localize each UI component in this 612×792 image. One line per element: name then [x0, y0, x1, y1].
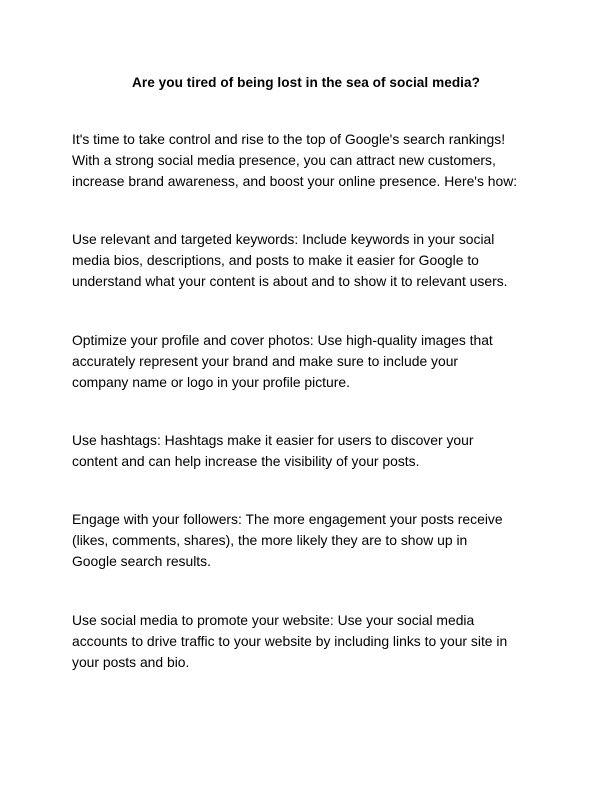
- intro-paragraph: [72, 129, 552, 192]
- paragraph-line: Use relevant and targeted keywords: Include keywords in your social: [72, 231, 495, 247]
- photos-paragraph: [72, 330, 552, 393]
- paragraph-line: (likes, comments, shares), the more likely they are to show up in: [72, 532, 468, 548]
- promote-website-paragraph: [72, 610, 552, 673]
- paragraph-line: accurately represent your brand and make sure to include your: [72, 353, 459, 369]
- keywords-paragraph: [72, 229, 552, 292]
- paragraph-line: your posts and bio.: [72, 654, 190, 670]
- paragraph-line: company name or logo in your profile picture.: [72, 374, 350, 390]
- paragraph-line: With a strong social media presence, you can attract new customers,: [72, 152, 496, 168]
- paragraph-line: content and can help increase the visibility of your posts.: [72, 453, 420, 469]
- paragraph-line: Use hashtags: Hashtags make it easier for users to discover your: [72, 432, 474, 448]
- paragraph-line: increase brand awareness, and boost your online presence. Here's how:: [72, 173, 518, 189]
- paragraph-line: Engage with your followers: The more engagement your posts receive: [72, 511, 503, 527]
- paragraph-line: It's time to take control and rise to the top of Google's search rankings!: [72, 131, 506, 147]
- hashtags-paragraph: [72, 430, 552, 472]
- paragraph-line: Google search results.: [72, 553, 211, 569]
- paragraph-line: Use social media to promote your website: Use your social media: [72, 612, 475, 628]
- engage-paragraph: [72, 509, 552, 572]
- paragraph-line: Optimize your profile and cover photos: Use high-quality images that: [72, 332, 493, 348]
- paragraph-line: accounts to drive traffic to your website by including links to your site in: [72, 633, 508, 649]
- document-title: Are you tired of being lost in the sea of social media?: [132, 75, 480, 90]
- paragraph-line: understand what your content is about and to show it to relevant users.: [72, 273, 508, 289]
- paragraph-line: media bios, descriptions, and posts to make it easier for Google to: [72, 252, 479, 268]
